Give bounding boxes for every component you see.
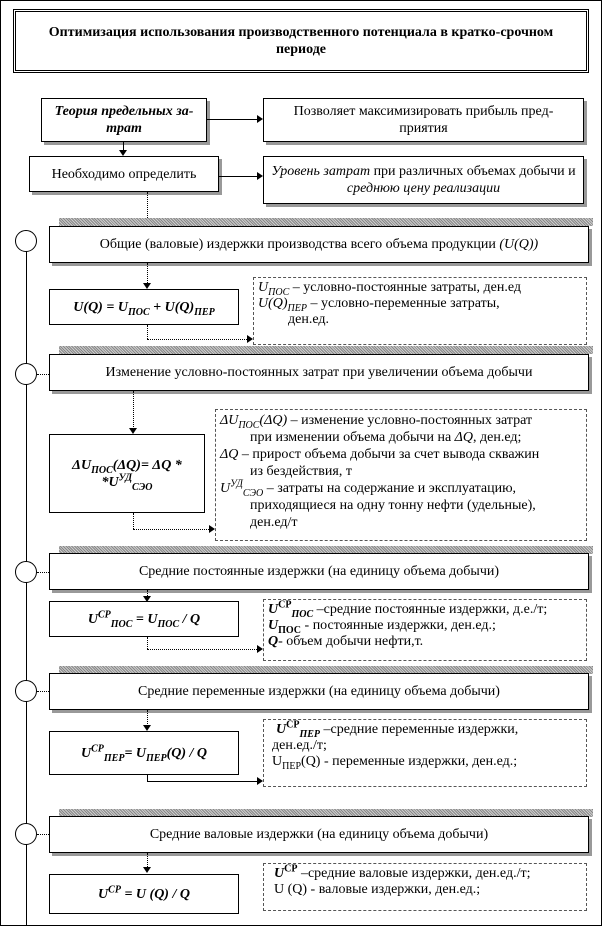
text [274,863,582,882]
text: CP [91,742,104,754]
text [101,471,153,493]
step-circle-icon [15,561,37,583]
text [98,883,190,903]
section-3-header: Средние постоянные издержки (на единицу объема добычи) [49,553,589,590]
text: при различных объемах добычи и [370,164,576,179]
text: + U(Q) [149,299,195,315]
connector [133,529,209,530]
text [258,280,582,296]
text: (ΔQ)= ΔQ * [112,457,182,473]
text: ΔQ [454,430,473,445]
text: CP [284,863,298,875]
step-circle-icon [15,680,37,702]
text: Уровень затрат [271,164,371,179]
text: CP [97,608,111,620]
step-circle-icon [15,230,37,252]
text: U [274,866,285,881]
text: приходящиеся на одну тонну нефти (удельные), [250,498,536,513]
connector [37,572,49,573]
text [268,634,278,649]
text: (Q) / Q [166,745,208,761]
section-5-header: Средние валовые издержки (на единицу объема добычи) [49,816,589,853]
text: ПЕР [299,728,321,740]
text [268,599,582,620]
text: из бездействия, т [250,464,352,479]
text: (Q) - переменные издержки, ден.ед.; [301,754,518,769]
text [268,634,582,650]
section-1-header [49,226,589,263]
text: CP [108,883,121,895]
theory-box: Теория предельных за-трат [41,98,207,142]
text: ПОС [268,286,290,298]
text: ПЕР [103,752,125,764]
connector [219,176,257,177]
connector [37,374,49,375]
connector [147,853,148,867]
text: = U (Q) / Q [120,886,190,902]
definitions-3 [263,599,587,661]
text [258,296,582,312]
text: –средние постоянные издержки, д.е./т; [313,602,548,617]
need-result-box [263,156,584,204]
text: CP [278,599,292,611]
text [268,618,302,636]
text [230,478,243,489]
section-band [59,218,593,226]
text [220,412,582,429]
text: ПЕР [287,302,307,314]
need-box: Необходимо определить [29,156,219,192]
text [274,863,298,881]
text: – условно-постоянные затраты, ден.ед [289,280,522,295]
text: U [268,618,279,633]
text: ПОС [157,618,180,630]
text: U (Q) - валовые издержки, ден.ед.; [274,882,481,897]
definitions-4 [263,719,587,787]
connector [147,325,148,339]
connector [147,339,247,340]
text: ден.ед./т; [272,738,327,753]
text: ΔU [220,413,239,428]
text: / Q [179,611,201,627]
connector [207,119,257,120]
text: – затраты на содержание и эксплуатацию, [263,481,517,496]
text: = U [132,611,158,627]
text: ПОС [291,608,314,620]
text: ПОС [238,419,260,431]
text [268,618,582,634]
text: U [276,722,287,737]
text [268,599,314,620]
text: ПОС [278,624,302,636]
text: U [272,754,283,769]
text: ПОС [127,306,150,318]
text: –средние переменные издержки, [320,722,519,737]
text [272,754,582,770]
connector [133,391,134,431]
text: ПОС [91,464,113,476]
text: ПЕР [146,752,167,764]
connector [147,781,257,782]
connector [147,710,148,726]
text: – прирост объема добычи за счет вывода скважин [238,447,540,462]
definitions-2 [215,409,587,541]
section-2-header: Изменение условно-постоянных затрат при увеличении объема добычи [49,354,589,391]
text: ден.ед/т [250,515,298,530]
connector [147,649,257,650]
formula-1 [49,289,239,325]
text [87,608,201,630]
text: среднюю цену реализации [346,181,501,196]
text: = U [124,745,147,761]
text: U [220,481,231,496]
text [220,446,582,463]
text [270,163,577,197]
text: –средние валовые издержки, ден.ед./т; [297,866,531,881]
text: (ΔQ) [259,413,288,428]
text [73,299,214,316]
connector [123,142,124,150]
text: U(Q) [258,296,288,311]
text [272,719,582,740]
text: Общие (валовые) издержки производства всего объема продукции [99,237,500,252]
text: ΔQ [220,447,239,462]
title-box: Оптимизация использования производственного потенциала в кратко-срочном периоде [13,9,589,73]
text: УД [118,471,133,483]
text: ден.ед. [288,312,329,327]
text: СЭО [242,487,264,499]
text [80,742,208,764]
text: , ден.ед; [473,430,522,445]
text: ΔU [72,457,92,473]
text: CP [286,719,300,731]
section-band [59,346,593,354]
connector [147,263,148,283]
text: *U [101,474,119,490]
formula-5 [49,874,239,914]
text: U [258,280,269,295]
step-circle-icon [15,363,37,385]
theory-result-box: Позволяет максимизировать прибыль пред-приятия [263,98,584,142]
definitions-5 [263,863,587,911]
text: U [80,745,92,761]
text: - объем добычи нефти,т. [278,634,424,649]
formula-4 [49,731,239,775]
text: – условно-переменные затраты, [307,296,500,311]
text [220,480,582,497]
connector [147,192,148,218]
formula-2 [49,434,205,513]
text [276,719,321,740]
text: U [98,886,109,902]
text: - постоянные издержки, ден.ед.; [301,618,496,633]
text [100,236,538,253]
text: ПЕР [194,306,215,318]
connector [147,637,148,649]
formula-3 [49,601,239,637]
text: ПОС [110,618,133,630]
text: U(Q) = U [73,299,128,315]
text: (U(Q)) [499,237,539,252]
definitions-1 [253,277,587,345]
section-4-header: Средние переменные издержки (на единицу объема добычи) [49,673,589,710]
text: U [87,611,98,627]
connector [133,513,134,529]
text: СЭО [132,481,153,493]
text: при изменении объема добычи на [250,430,455,445]
step-circle-icon [15,823,37,845]
text: УД [230,478,243,490]
text: – изменение условно-постоянных затрат [287,413,533,428]
text: ПЕР [282,760,302,772]
arrow-icon [143,867,151,873]
text: U [268,602,279,617]
text [220,429,582,446]
connector [37,691,49,692]
text: Q [268,634,279,649]
connector [37,834,49,835]
